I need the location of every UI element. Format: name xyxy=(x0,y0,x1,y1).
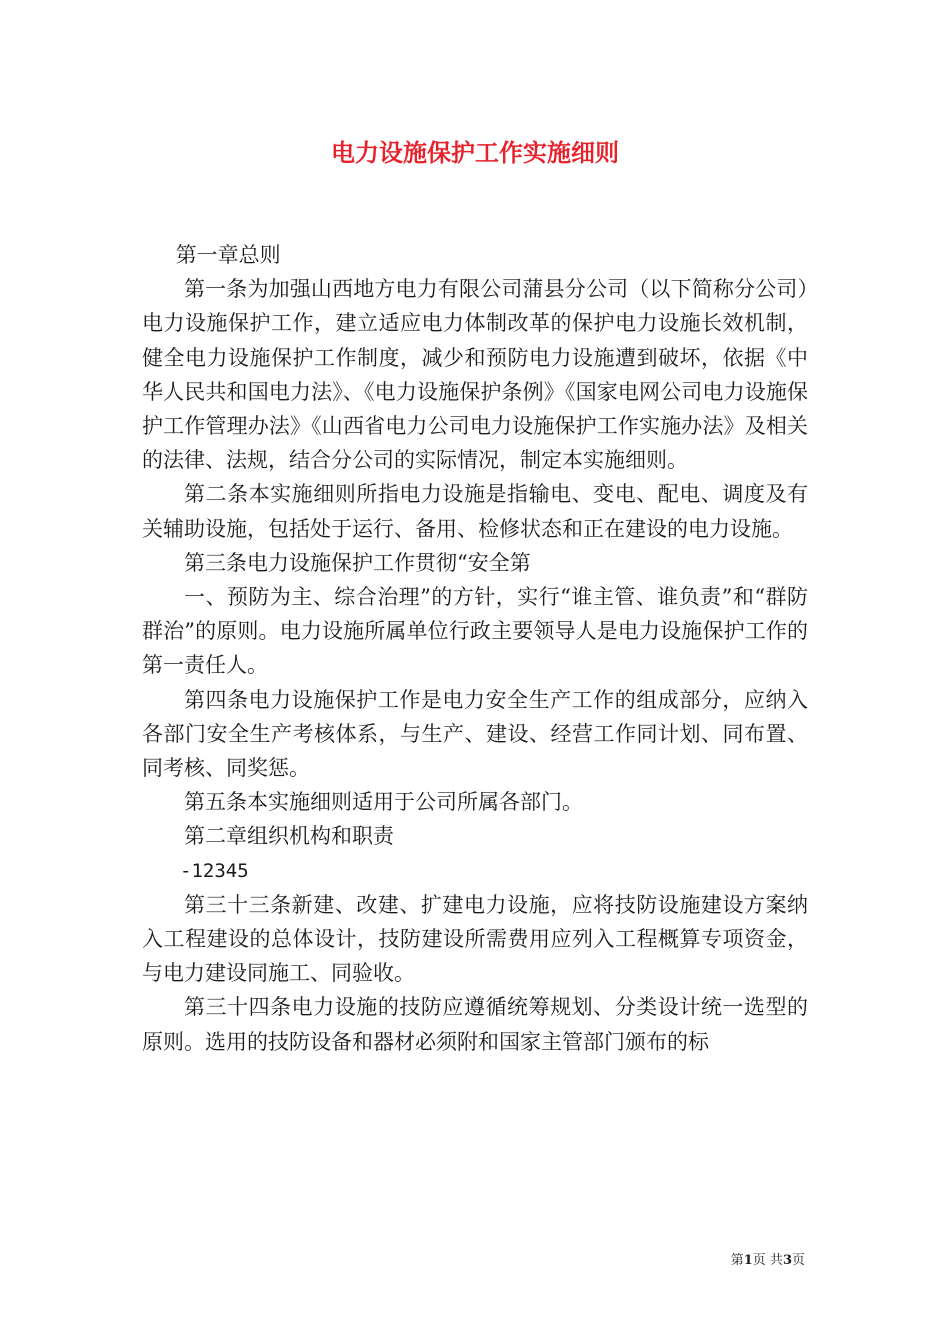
document-body xyxy=(142,238,808,1059)
article-paragraph: 第五条本实施细则适用于公司所属各部门。 xyxy=(184,790,583,815)
article-paragraph: 第二条本实施细则所指电力设施是指输电、变电、配电、调度及有关辅助设施，包括处于运行、备用、检修状态和正在建设的电力设施。 xyxy=(142,482,808,541)
article-paragraph: 一、预防为主、综合治理”的方针，实行“谁主管、谁负责”和“群防群治”的原则。电力设施所属单位行政主要领导人是电力设施保护工作的第一责任人。 xyxy=(142,585,808,678)
article-paragraph: 第三十四条电力设施的技防应遵循统筹规划、分类设计统一选型的原则。选用的技防设备和器材必须附和国家主管部门颁布的标 xyxy=(142,995,808,1054)
chapter-heading: 第一章总则 xyxy=(175,243,281,267)
document-title: 电力设施保护工作实施细则 xyxy=(331,138,619,167)
article-paragraph: 第三十三条新建、改建、扩建电力设施，应将技防设施建设方案纳入工程建设的总体设计，技防建设所需费用应列入工程概算专项资金，与电力建设同施工、同验收。 xyxy=(142,892,808,986)
footer-prefix: 第 xyxy=(730,1253,744,1268)
article-paragraph: 第三条电力设施保护工作贯彻“安全第 xyxy=(184,550,531,575)
total-pages-number: 3 xyxy=(782,1253,792,1268)
page-number-footer xyxy=(731,1249,805,1268)
chapter-heading: 第二章组织机构和职责 xyxy=(184,824,394,849)
footer-suffix: 页 xyxy=(791,1253,805,1268)
article-paragraph: 第四条电力设施保护工作是电力安全生产工作的组成部分，应纳入各部门安全生产考核体系，与生产、建设、经营工作同计划、同布置、同考核、同奖惩。 xyxy=(142,687,808,781)
current-page-number: 1 xyxy=(743,1253,753,1268)
separator-text: -12345 xyxy=(180,859,249,882)
article-paragraph: 第一条为加强山西地方电力有限公司蒲县分公司（以下简称分公司）电力设施保护工作，建立适应电力体制改革的保护电力设施长效机制，健全电力设施保护工作制度，减少和预防电力设施遭到破坏，依据《中华人民共和国电力法》、《电力设施保护条例》《国家电网公司电力设施保护工作管理办法》《山西省电力公司电力设施保护工作实施办法》及相关的法律、法规，结合分公司的实际情况，制定本实施细则。 xyxy=(142,277,808,473)
footer-middle: 页 共 xyxy=(752,1253,783,1268)
